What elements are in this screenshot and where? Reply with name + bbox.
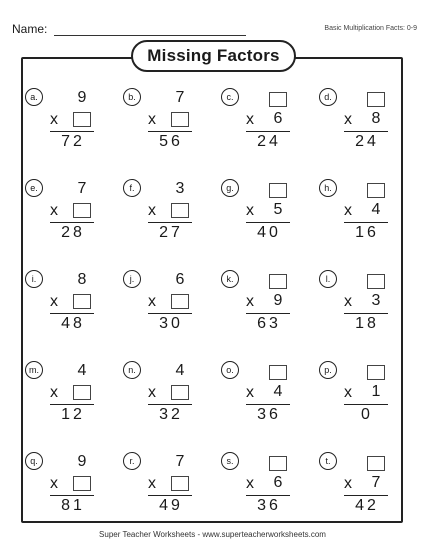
problem-letter: h.: [319, 179, 337, 197]
problem-d: [319, 88, 399, 154]
second-factor: 1: [371, 383, 381, 400]
problem-letter: e.: [25, 179, 43, 197]
problem-letter: m.: [25, 361, 43, 379]
missing-factor-box[interactable]: [269, 365, 287, 380]
times-sign: x: [148, 475, 156, 492]
problem-i: [25, 270, 105, 336]
answer-rule: [344, 495, 388, 496]
times-sign: x: [246, 384, 254, 401]
answer-rule: [148, 313, 192, 314]
problem-r: [123, 452, 203, 518]
times-sign: x: [148, 111, 156, 128]
answer-rule: [344, 404, 388, 405]
problem-letter: k.: [221, 270, 239, 288]
missing-factor-box[interactable]: [367, 274, 385, 289]
problem-l: [319, 270, 399, 336]
missing-factor-box[interactable]: [73, 294, 91, 309]
problem-k: [221, 270, 301, 336]
product: 28: [61, 224, 85, 241]
answer-rule: [148, 131, 192, 132]
first-factor: 4: [77, 362, 87, 379]
answer-rule: [50, 131, 94, 132]
problem-letter: t.: [319, 452, 337, 470]
first-factor: 7: [175, 453, 185, 470]
problem-letter: s.: [221, 452, 239, 470]
problem-letter: l.: [319, 270, 337, 288]
problem-letter: j.: [123, 270, 141, 288]
problem-c: [221, 88, 301, 154]
problem-o: [221, 361, 301, 427]
times-sign: x: [50, 293, 58, 310]
missing-factor-box[interactable]: [367, 365, 385, 380]
first-factor: 9: [77, 89, 87, 106]
second-factor: 3: [371, 292, 381, 309]
problem-letter: p.: [319, 361, 337, 379]
missing-factor-box[interactable]: [73, 385, 91, 400]
missing-factor-box[interactable]: [269, 274, 287, 289]
times-sign: x: [344, 111, 352, 128]
name-field-line[interactable]: [54, 34, 246, 36]
worksheet-title: [131, 40, 296, 72]
product: 49: [159, 497, 183, 514]
missing-factor-box[interactable]: [171, 476, 189, 491]
product: 12: [61, 406, 85, 423]
times-sign: x: [148, 384, 156, 401]
first-factor: 4: [175, 362, 185, 379]
times-sign: x: [344, 293, 352, 310]
problem-j: [123, 270, 203, 336]
product: 24: [257, 133, 281, 150]
product: 63: [257, 315, 281, 332]
missing-factor-box[interactable]: [73, 476, 91, 491]
first-factor: 8: [77, 271, 87, 288]
second-factor: 5: [273, 201, 283, 218]
times-sign: x: [246, 202, 254, 219]
second-factor: 7: [371, 474, 381, 491]
answer-rule: [148, 222, 192, 223]
times-sign: x: [246, 111, 254, 128]
missing-factor-box[interactable]: [171, 203, 189, 218]
product: 42: [355, 497, 379, 514]
product: 36: [257, 406, 281, 423]
answer-rule: [246, 131, 290, 132]
first-factor: 6: [175, 271, 185, 288]
product: 18: [355, 315, 379, 332]
times-sign: x: [50, 384, 58, 401]
second-factor: 4: [371, 201, 381, 218]
problem-letter: d.: [319, 88, 337, 106]
answer-rule: [148, 404, 192, 405]
answer-rule: [344, 131, 388, 132]
answer-rule: [344, 313, 388, 314]
problem-letter: a.: [25, 88, 43, 106]
footer-credit: Super Teacher Worksheets - www.superteacherworksheets.com: [99, 530, 326, 539]
problem-letter: o.: [221, 361, 239, 379]
times-sign: x: [50, 202, 58, 219]
problem-letter: c.: [221, 88, 239, 106]
times-sign: x: [246, 293, 254, 310]
answer-rule: [50, 495, 94, 496]
product: 27: [159, 224, 183, 241]
second-factor: 9: [273, 292, 283, 309]
problem-p: [319, 361, 399, 427]
product: 56: [159, 133, 183, 150]
problem-letter: i.: [25, 270, 43, 288]
name-label: Name:: [12, 22, 48, 36]
problem-letter: r.: [123, 452, 141, 470]
problem-q: [25, 452, 105, 518]
product: 40: [257, 224, 281, 241]
times-sign: x: [344, 475, 352, 492]
times-sign: x: [50, 111, 58, 128]
answer-rule: [50, 404, 94, 405]
problem-e: [25, 179, 105, 245]
product: 24: [355, 133, 379, 150]
product: 30: [159, 315, 183, 332]
missing-factor-box[interactable]: [171, 294, 189, 309]
times-sign: x: [246, 475, 254, 492]
problem-a: [25, 88, 105, 154]
worksheet-title-text: Missing Factors: [147, 46, 280, 65]
first-factor: 7: [175, 89, 185, 106]
problem-s: [221, 452, 301, 518]
missing-factor-box[interactable]: [73, 112, 91, 127]
first-factor: 3: [175, 180, 185, 197]
first-factor: 9: [77, 453, 87, 470]
product: 36: [257, 497, 281, 514]
product: 48: [61, 315, 85, 332]
times-sign: x: [344, 202, 352, 219]
second-factor: 6: [273, 110, 283, 127]
problem-letter: g.: [221, 179, 239, 197]
problem-m: [25, 361, 105, 427]
second-factor: 4: [273, 383, 283, 400]
problem-g: [221, 179, 301, 245]
second-factor: 8: [371, 110, 381, 127]
problem-letter: n.: [123, 361, 141, 379]
missing-factor-box[interactable]: [367, 183, 385, 198]
answer-rule: [246, 495, 290, 496]
missing-factor-box[interactable]: [269, 183, 287, 198]
missing-factor-box[interactable]: [367, 456, 385, 471]
product: 16: [355, 224, 379, 241]
product: 72: [61, 133, 85, 150]
answer-rule: [50, 222, 94, 223]
problem-b: [123, 88, 203, 154]
times-sign: x: [148, 293, 156, 310]
missing-factor-box[interactable]: [367, 92, 385, 107]
missing-factor-box[interactable]: [73, 203, 91, 218]
answer-rule: [246, 404, 290, 405]
worksheet-header: [12, 22, 417, 38]
first-factor: 7: [77, 180, 87, 197]
product: 32: [159, 406, 183, 423]
problem-n: [123, 361, 203, 427]
problem-h: [319, 179, 399, 245]
product: 81: [61, 497, 85, 514]
worksheet-subtitle: Basic Multiplication Facts: 0-9: [324, 25, 417, 32]
answer-rule: [344, 222, 388, 223]
problem-letter: f.: [123, 179, 141, 197]
problem-letter: q.: [25, 452, 43, 470]
second-factor: 6: [273, 474, 283, 491]
problem-letter: b.: [123, 88, 141, 106]
product: 0: [361, 406, 373, 423]
missing-factor-box[interactable]: [269, 92, 287, 107]
problem-t: [319, 452, 399, 518]
times-sign: x: [344, 384, 352, 401]
answer-rule: [246, 313, 290, 314]
answer-rule: [148, 495, 192, 496]
answer-rule: [50, 313, 94, 314]
times-sign: x: [50, 475, 58, 492]
problem-f: [123, 179, 203, 245]
times-sign: x: [148, 202, 156, 219]
missing-factor-box[interactable]: [171, 385, 189, 400]
answer-rule: [246, 222, 290, 223]
missing-factor-box[interactable]: [171, 112, 189, 127]
missing-factor-box[interactable]: [269, 456, 287, 471]
